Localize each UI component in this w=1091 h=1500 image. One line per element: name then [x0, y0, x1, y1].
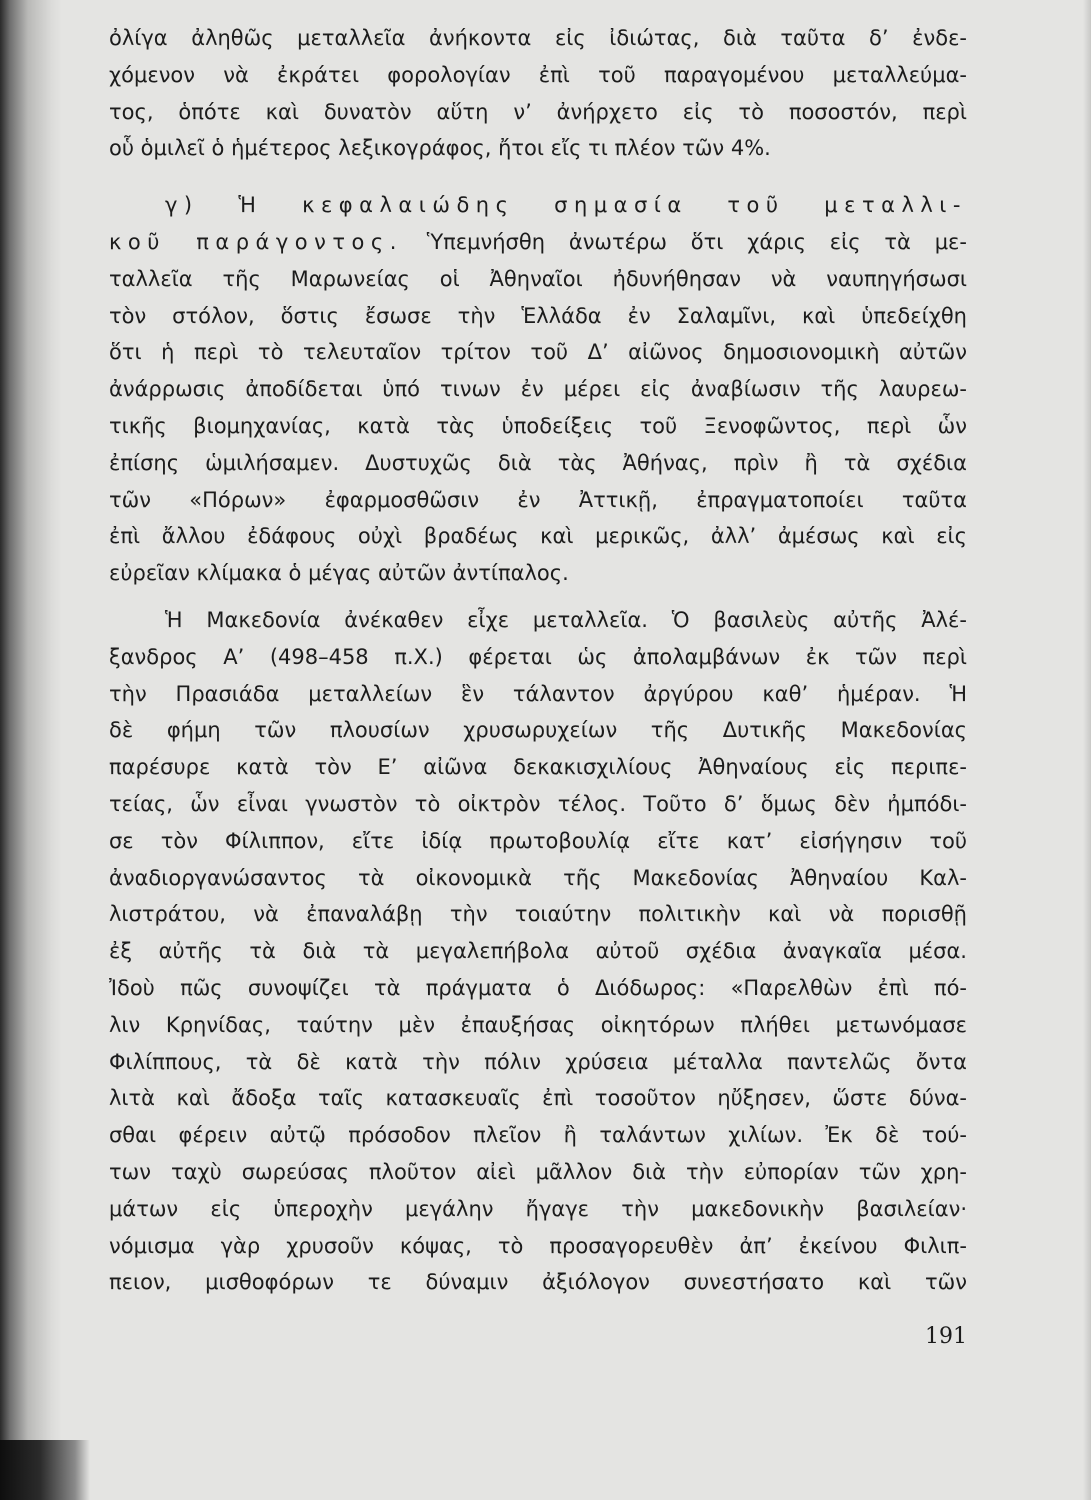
text-line: ἐπὶ ἄλλου ἐδάφους οὐχὶ βραδέως καὶ μερικῶς, ἀλλ’ ἀμέσως καὶ εἰς	[109, 524, 967, 549]
text-line: λιν Κρηνίδας, ταύτην μὲν ἐπαυξήσας οἰκητόρων πλήθει μετωνόμασε	[109, 1012, 967, 1037]
text-line: ἐξ αὐτῆς τὰ διὰ τὰ μεγαλεπήβολα αὐτοῦ σχέδια ἀναγκαῖα μέσα.	[109, 939, 967, 964]
text-line: Ἰδοὺ πῶς συνοψίζει τὰ πράγματα ὁ Διόδωρος: «Παρελθὼν ἐπὶ πό-	[109, 975, 967, 1000]
text-line	[109, 224, 967, 261]
book-binding-corner	[0, 1440, 90, 1500]
paragraph-gap	[109, 167, 967, 187]
section-heading-line: γ) Ἡ κεφαλαιώδης σημασία τοῦ μεταλλι-	[165, 193, 967, 218]
text-line: εὐρεῖαν κλίμακα ὁ μέγας αὐτῶν ἀντίπαλος.	[109, 561, 569, 586]
text-line: ὅτι ἡ περὶ τὸ τελευταῖον τρίτον τοῦ Δ’ αἰῶνος δημοσιονομικὴ αὐτῶν	[109, 340, 967, 365]
text-line: παρέσυρε κατὰ τὸν Ε’ αἰῶνα δεκακισχιλίους Ἀθηναίους εἰς περιπε-	[109, 755, 967, 780]
text-line: πειον, μισθοφόρων τε δύναμιν ἀξιόλογον συνεστήσατο καὶ τῶν	[109, 1270, 967, 1295]
section-heading-continuation: κοῦ παράγοντος.	[109, 229, 403, 254]
text-line: τος, ὁπότε καὶ δυνατὸν αὕτη ν’ ἀνήρχετο εἰς τὸ ποσοστόν, περὶ	[109, 99, 967, 124]
text-line: Φιλίππους, τὰ δὲ κατὰ τὴν πόλιν χρύσεια μέταλλα παντελῶς ὄντα	[109, 1049, 967, 1074]
text-line: σε τὸν Φίλιππον, εἴτε ἰδίᾳ πρωτοβουλίᾳ εἴτε κατ’ εἰσήγησιν τοῦ	[109, 828, 967, 853]
text-line: ταλλεῖα τῆς Μαρωνείας οἱ Ἀθηναῖοι ἠδυνήθησαν νὰ ναυπηγήσωσι	[109, 266, 967, 291]
text-line: τῶν «Πόρων» ἐφαρμοσθῶσιν ἐν Ἀττικῇ, ἐπραγματοποίει ταῦτα	[109, 487, 967, 512]
paragraph-gap	[109, 592, 967, 602]
text-line: ξανδρος Α’ (498–458 π.Χ.) φέρεται ὡς ἀπολαμβάνων ἐκ τῶν περὶ	[109, 644, 967, 669]
text-line: τείας, ὧν εἶναι γνωστὸν τὸ οἰκτρὸν τέλος. Τοῦτο δ’ ὅμως δὲν ἠμπόδι-	[109, 791, 967, 816]
heading-line-rest: Ὑπεμνήσθη ἀνωτέρω ὅτι χάρις εἰς τὰ με-	[402, 229, 967, 254]
text-line: χόμενον νὰ ἐκράτει φορολογίαν ἐπὶ τοῦ παραγομένου μεταλλεύμα-	[109, 62, 967, 87]
text-line: ὀλίγα ἀληθῶς μεταλλεῖα ἀνήκοντα εἰς ἰδιώτας, διὰ ταῦτα δ’ ἐνδε-	[109, 26, 967, 50]
text-line: των ταχὺ σωρεύσας πλοῦτον αἰεὶ μᾶλλον διὰ τὴν εὐπορίαν τῶν χρη-	[109, 1159, 967, 1184]
text-line: ἀνάρρωσις ἀποδίδεται ὑπό τινων ἐν μέρει εἰς ἀναβίωσιν τῆς λαυρεω-	[109, 377, 967, 402]
text-line: ἀναδιοργανώσαντος τὰ οἰκονομικὰ τῆς Μακεδονίας Ἀθηναίου Καλ-	[109, 865, 967, 890]
text-line: μάτων εἰς ὑπεροχὴν μεγάλην ἤγαγε τὴν μακεδονικὴν βασιλείαν·	[109, 1196, 967, 1221]
text-line: Ἡ Μακεδονία ἀνέκαθεν εἶχε μεταλλεῖα. Ὁ βασιλεὺς αὐτῆς Ἀλέ-	[165, 607, 967, 632]
book-binding-shadow	[0, 0, 62, 1500]
page-body-text	[109, 20, 967, 1301]
text-line: λιστράτου, νὰ ἐπαναλάβῃ τὴν τοιαύτην πολιτικὴν καὶ νὰ πορισθῇ	[109, 902, 967, 927]
page-edge-shadow	[1083, 0, 1091, 1500]
text-line: τὸν στόλον, ὅστις ἔσωσε τὴν Ἑλλάδα ἐν Σαλαμῖνι, καὶ ὑπεδείχθη	[109, 303, 967, 328]
text-line: οὗ ὁμιλεῖ ὁ ἡμέτερος λεξικογράφος, ἤτοι εἴς τι πλέον τῶν 4%.	[109, 136, 771, 161]
text-line: νόμισμα γὰρ χρυσοῦν κόψας, τὸ προσαγορευθὲν ἀπ’ ἐκείνου Φιλιπ-	[109, 1233, 967, 1258]
text-line: σθαι φέρειν αὐτῷ πρόσοδον πλεῖον ἢ ταλάντων χιλίων. Ἐκ δὲ τού-	[109, 1123, 967, 1148]
text-line: δὲ φήμη τῶν πλουσίων χρυσωρυχείων τῆς Δυτικῆς Μακεδονίας	[109, 718, 967, 743]
text-line: τὴν Πρασιάδα μεταλλείων ἓν τάλαντον ἀργύρου καθ’ ἡμέραν. Ἡ	[109, 681, 967, 706]
text-line: λιτὰ καὶ ἄδοξα ταῖς κατασκευαῖς ἐπὶ τοσοῦτον ηὔξησεν, ὥστε δύνα-	[109, 1086, 967, 1111]
paragraph-2	[109, 187, 967, 592]
text-line: τικῆς βιομηχανίας, κατὰ τὰς ὑποδείξεις τοῦ Ξενοφῶντος, περὶ ὧν	[109, 413, 967, 438]
paragraph-3	[109, 602, 967, 1301]
paragraph-1	[109, 20, 967, 167]
text-line: ἐπίσης ὡμιλήσαμεν. Δυστυχῶς διὰ τὰς Ἀθήνας, πρὶν ἢ τὰ σχέδια	[109, 450, 967, 475]
page-number: 191	[925, 1324, 967, 1349]
